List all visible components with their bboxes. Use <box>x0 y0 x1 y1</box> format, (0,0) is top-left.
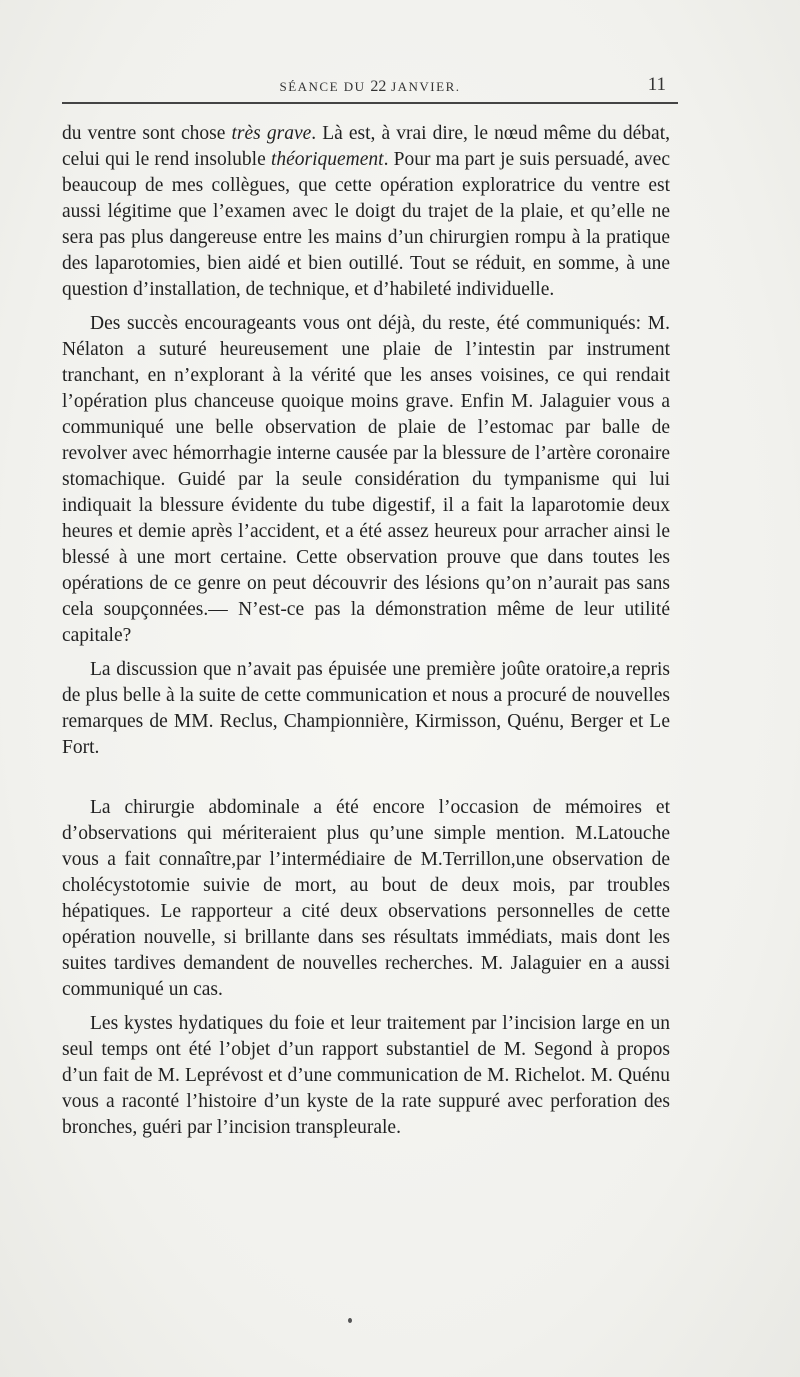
page-header <box>62 74 678 102</box>
paragraph-2: Des succès encourageants vous ont déjà, du reste, été communiqués: M. Nélaton a suturé heureusement une plaie de l’intestin par instrument tranchant, en n’explorant à la vérité que les anses voisines, ce qui rendait l’opération plus chanceuse quoique moins grave. Enfin M. Jalaguier vous a communiqué une belle observation de plaie de l’estomac par balle de revolver avec hémorrhagie interne causée par la blessure de l’artère coronaire stomachique. Guidé par la seule considération du tympanisme qui lui indiquait la blessure évidente du tube digestif, il a fait la laparotomie deux heures et demie après l’accident, et a été assez heureux pour arracher ainsi le blessé à une mort certaine. Cette observation prouve que dans toutes les opérations de ce genre on peut découvrir des lésions qu’on n’aurait pas sans cela soupçonnées.— N’est-ce pas la démonstration même de leur utilité capitale? <box>62 313 670 646</box>
paragraph-1-part-1: du ventre sont chose <box>62 123 232 144</box>
page-number: 11 <box>647 74 666 95</box>
header-rule <box>62 102 678 104</box>
ink-speck <box>348 1318 352 1323</box>
paragraph-3: La discussion que n’avait pas épuisée une première joûte oratoire,a repris de plus belle à la suite de cette communication et nous a procuré de nouvelles remarques de MM. Reclus, Championnière, Kirmisson, Quénu, Berger et Le Fort. <box>62 659 670 758</box>
body-text <box>62 121 670 1141</box>
paragraph-1-part-5: . Pour ma part je suis persuadé, avec beaucoup de mes collègues, que cette opération exploratrice du ventre est aussi légitime que l’examen avec le doigt du trajet de la plaie, et qu’elle ne sera pas plus dangereuse entre les mains d’un chirurgien rompu à la pratique des laparotomies, bien aidé et bien outillé. Tout se réduit, en somme, à une question d’installation, de technique, et d’habileté individuelle. <box>62 149 670 300</box>
paragraph-1-part-3: . Là est, à vrai dire, le nœud même du débat, celui qui le rend insoluble <box>62 123 670 170</box>
emphasis-theoriquement: théoriquement <box>270 149 384 170</box>
running-head-day: 22 <box>370 78 387 95</box>
running-head-month: JANVIER. <box>391 79 461 94</box>
paragraph-1 <box>62 121 670 303</box>
running-head-prefix: SÉANCE DU <box>279 79 366 94</box>
emphasis-tres-grave: très grave <box>231 123 312 144</box>
paragraph-4: La chirurgie abdominale a été encore l’occasion de mémoires et d’observations qui mériteraient plus qu’une simple mention. M.Latouche vous a fait connaître,par l’intermédiaire de M.Terrillon,une observation de cholécystotomie suivie de mort, au bout de deux mois, par troubles hépatiques. Le rapporteur a cité deux observations personnelles de cette opération nouvelle, si brillante dans ses résultats immédiats, mais dont les suites tardives demandent de nouvelles recherches. M. Jalaguier en a aussi communiqué un cas. <box>62 797 670 1000</box>
paragraph-5: Les kystes hydatiques du foie et leur traitement par l’incision large en un seul temps ont été l’objet d’un rapport substantiel de M. Segond à propos d’un fait de M. Leprévost et d’une communication de M. Richelot. M. Quénu vous a raconté l’histoire d’un kyste de la rate suppuré avec perforation des bronches, guéri par l’incision transpleurale. <box>62 1013 670 1138</box>
running-head <box>62 78 678 96</box>
